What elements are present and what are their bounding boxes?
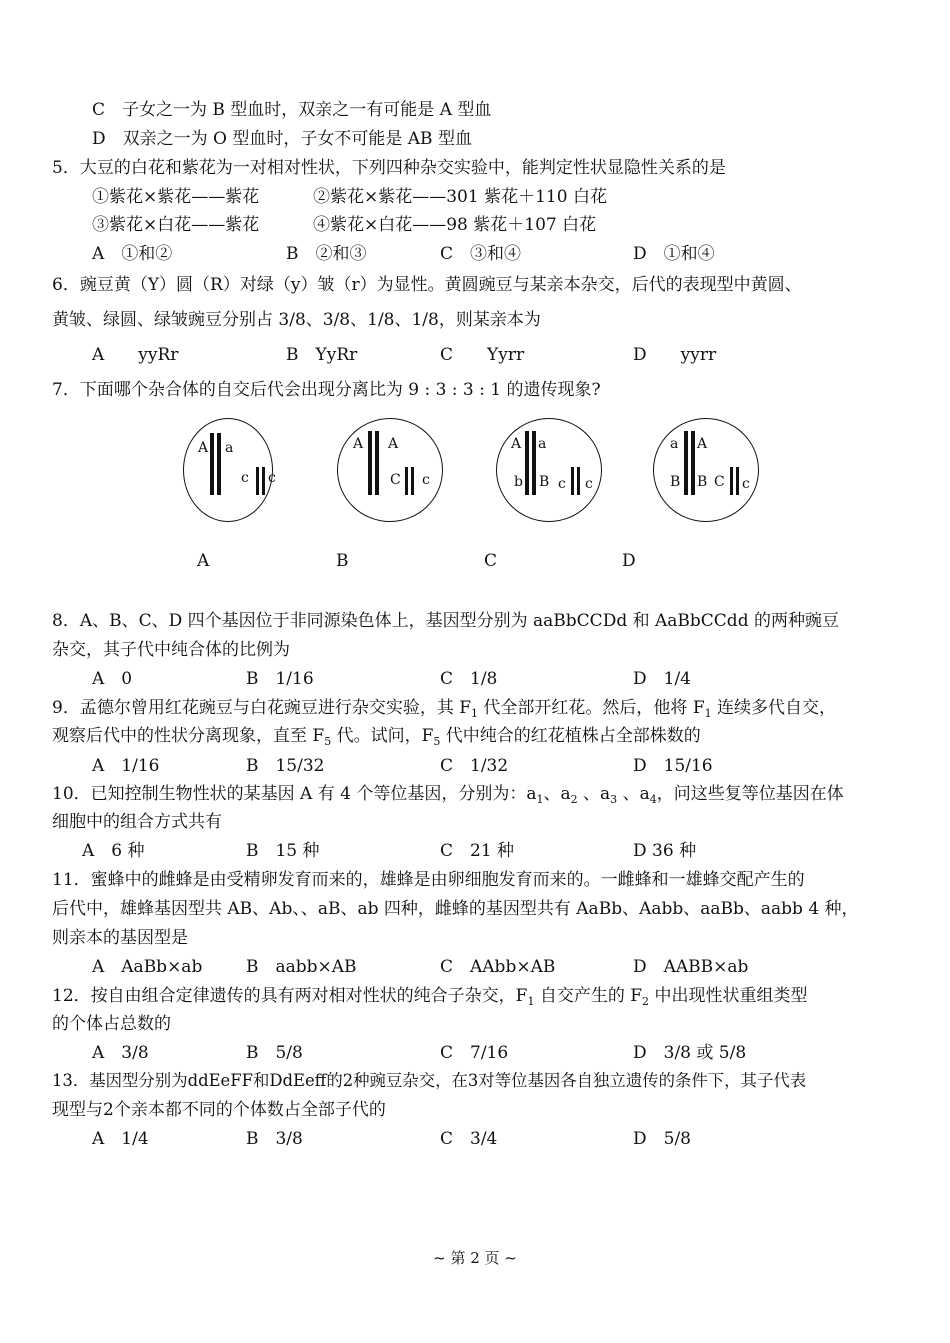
q9-line1: 9．孟德尔曾用红花豌豆与白花豌豆进行杂交实验，其 $F_1$ 代全部开红花。然后，他将 $F_1$ 连续多代自交， [52,698,837,720]
chromosome [256,467,259,495]
q12-line2: 的个体占总数的 [52,1014,171,1034]
cell-d-diagram [653,418,759,522]
q5-option-d: D ①和④ [633,244,715,264]
gene-label: A [511,436,522,452]
q5-option-c: C ③和④ [440,244,522,264]
gene-label: a [225,440,234,456]
q11-line3: 则亲本的基因型是 [52,928,188,948]
gene-label: A [198,440,209,456]
q5-cross-4: ④紫花×白花——98 紫花＋107 白花 [313,215,597,235]
q10-option-b: B 15 种 [246,841,320,861]
page-number: ~ 第 2 页 ~ [433,1249,517,1267]
chromosome [571,467,574,495]
q6-option-a: A yyRr [92,345,179,365]
q13-line2: 现型与2个亲本都不同的个体数占全部子代的 [52,1100,386,1120]
q11-option-d: D AABB×ab [633,957,749,977]
q8-option-d: D 1/4 [633,669,691,689]
q5-cross-3: ③紫花×白花——紫花 [92,215,260,235]
q13-option-d: D 5/8 [633,1129,691,1149]
q13-option-c: C 3/4 [440,1129,498,1149]
q6-line2: 黄皱、绿圆、绿皱豌豆分别占 3/8、3/8、1/8、1/8，则某亲本为 [52,310,541,330]
q12-option-a: A 3/8 [92,1043,149,1063]
gene-label: c [422,472,430,488]
q13-line1: 13．基因型分别为ddEeFF和DdEeff的2种豌豆杂交，在3对等位基因各自独立遗传的条件下，其子代表 [52,1071,807,1090]
q6-option-b: B YyRr [286,345,358,365]
q11-option-b: B aabb×AB [246,957,357,977]
q7-stem: 7．下面哪个杂合体的自交后代会出现分离比为 9 : 3 : 3 : 1 的遗传现象? [52,380,601,400]
q5-cross-1: ①紫花×紫花——紫花 [92,187,260,207]
q4-option-c: C 子女之一为 B 型血时，双亲之一有可能是 A 型血 [92,100,492,120]
q9-line2: 观察后代中的性状分离现象，直至 $F_5$ 代。试问，$F_5$ 代中纯合的红花植株占全部株数的 [52,726,701,748]
q9-option-c: C 1/32 [440,756,509,776]
q6-option-d: D yyrr [633,345,717,365]
gene-label: c [585,476,593,492]
cell-b-diagram [337,418,443,522]
q9-option-b: B 15/32 [246,756,325,776]
chromosome [262,467,265,495]
gene-label: A [353,436,364,452]
q6-line1: 6．豌豆黄（Y）圆（R）对绿（y）皱（r）为显性。黄圆豌豆与某亲本杂交，后代的表现型中黄圆、 [52,275,802,295]
gene-label: A [697,436,708,452]
q13-option-a: A 1/4 [92,1129,149,1149]
q13-option-b: B 3/8 [246,1129,303,1149]
q11-option-a: A AaBb×ab [92,957,203,977]
gene-label: A [388,436,399,452]
q10-line2: 细胞中的组合方式共有 [52,812,222,832]
chromosome [532,431,536,495]
q7-label-a: A [197,551,210,571]
q5-option-b: B ②和③ [286,244,367,264]
q10-option-c: C 21 种 [440,841,515,861]
chromosome [368,431,372,495]
chromosome [684,431,688,495]
q9-option-d: D 15/16 [633,756,713,776]
q12-option-d: D 3/8 或 5/8 [633,1043,747,1063]
chromosome [210,433,214,495]
q5-cross-2: ②紫花×紫花——301 紫花＋110 白花 [313,187,607,207]
q12-option-c: C 7/16 [440,1043,509,1063]
q8-option-a: A 0 [92,669,133,689]
chromosome [577,467,580,495]
gene-label: c [742,476,750,492]
cell-a-diagram [183,418,276,522]
q8-line2: 杂交，其子代中纯合体的比例为 [52,640,290,660]
cell-c-diagram [496,418,602,522]
chromosome [691,431,695,495]
q11-line1: 11．蜜蜂中的雌蜂是由受精卵发育而来的，雄蜂是由卵细胞发育而来的。一雌蜂和一雄蜂交配产生的 [52,870,805,890]
chromosome [736,467,739,495]
q12-line1: 12．按自由组合定律遗传的具有两对相对性状的纯合子杂交，$F_1$ 自交产生的 $F_2$ 中出现性状重组类型 [52,986,808,1008]
chromosome [217,433,221,495]
gene-label: B [670,474,681,490]
q12-option-b: B 5/8 [246,1043,303,1063]
gene-label: a [538,436,547,452]
chromosome [405,467,408,495]
q11-option-c: C AAbb×AB [440,957,556,977]
q10-line1: 10．已知控制生物性状的某基因 A 有 4 个等位基因，分别为：$a_1$、$a_2$ 、$a_3$ 、$a_4$，问这些复等位基因在体 [52,784,844,806]
q5-stem: 5．大豆的白花和紫花为一对相对性状，下列四种杂交实验中，能判定性状显隐性关系的是 [52,158,726,178]
chromosome [375,431,379,495]
q9-option-a: A 1/16 [92,756,160,776]
gene-label: c [241,470,249,486]
gene-label: b [514,474,523,490]
q8-option-c: C 1/8 [440,669,498,689]
chromosome [730,467,733,495]
q7-label-b: B [336,551,349,571]
q10-option-a: A 6 种 [82,841,145,861]
gene-label: B [697,474,708,490]
q7-label-c: C [484,551,498,571]
gene-label: C [390,472,401,488]
q10-option-d: D 36 种 [633,841,697,861]
gene-label: C [714,474,725,490]
q8-option-b: B 1/16 [246,669,314,689]
q4-option-d: D 双亲之一为 O 型血时，子女不可能是 AB 型血 [92,129,472,149]
q6-option-c: C Yyrr [440,345,525,365]
gene-label: c [558,476,566,492]
q7-label-d: D [622,551,636,571]
gene-label: c [268,470,276,486]
chromosome [525,431,529,495]
q11-line2: 后代中，雄蜂基因型共 AB、Ab、、aB、ab 四种，雌蜂的基因型共有 AaBb、Aabb、aaBb、aabb 4 种， [52,899,859,919]
chromosome [411,467,414,495]
q5-option-a: A ①和② [92,244,173,264]
q8-line1: 8．A、B、C、D 四个基因位于非同源染色体上，基因型分别为 aaBbCCDd 和 AaBbCCdd 的两种豌豆 [52,611,839,631]
gene-label: B [539,474,550,490]
gene-label: a [670,436,679,452]
